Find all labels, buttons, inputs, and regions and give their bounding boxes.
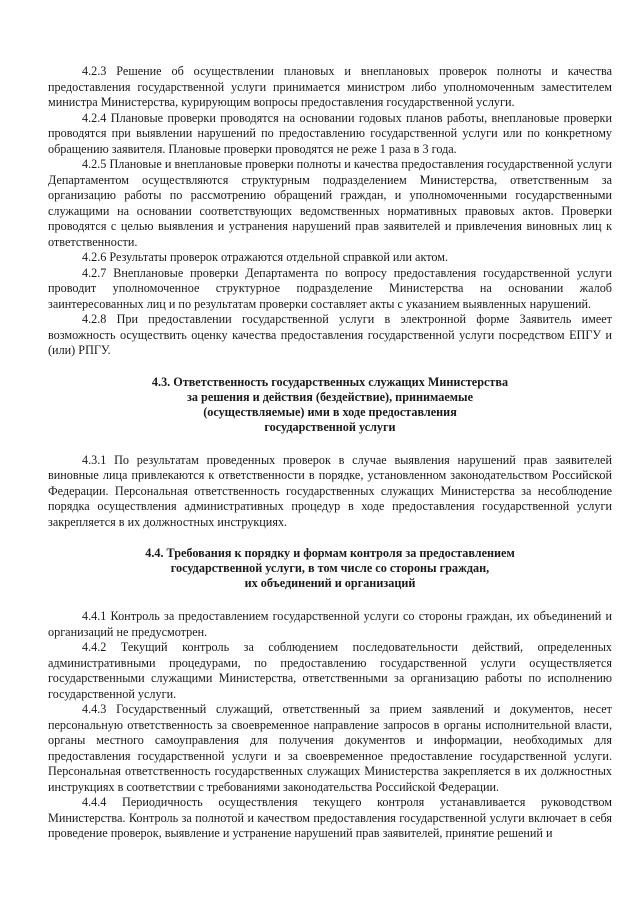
paragraph-4-2-8: 4.2.8 При предоставлении государственной услуги в электронной форме Заявитель имеет возможность осуществить оценку качества предоставления государственной услуги посредством ЕПГУ и (или) РПГУ. xyxy=(48,312,612,357)
heading-line: их объединений и организаций xyxy=(244,576,416,590)
paragraph-4-2-4: 4.2.4 Плановые проверки проводятся на основании годовых планов работы, внеплановые проверки проводятся при выявлении нарушений по предоставлению государственной услуги или по конкретному обращению заявителя. Плановые проверки проводятся не реже 1 раза в 3 года. xyxy=(48,110,612,156)
heading-line: государственной услуги, в том числе со стороны граждан, xyxy=(170,561,490,575)
paragraph-4-2-7: 4.2.7 Внеплановые проверки Департамента по вопросу предоставления государственной услуги проводит уполномоченное структурное подразделение Министерства на основании жалоб заинтересованных лиц и по результатам проверки составляет акты с указанием выявленных нарушений. xyxy=(48,265,612,311)
paragraph-4-2-3: 4.2.3 Решение об осуществлении плановых и внеплановых проверок полноты и качества предоставления государственной услуги принимается министром либо уполномоченным заместителем министра Министерства, курирующим вопросы предоставления государственной услуги. xyxy=(48,64,612,109)
paragraph-4-3-1: 4.3.1 По результатам проведенных проверок в случае выявления нарушений прав заявителей виновные лица привлекаются к ответственности в порядке, установленном законодательством Российской Федерации. Персональная ответственность государственных служащих Министерства за несоблюдение порядка осуществления административных процедур в ходе предоставления государственной услуги закрепляется в их должностных инструкциях. xyxy=(48,452,612,529)
paragraph-4-4-2: 4.4.2 Текущий контроль за соблюдением последовательности действий, определенных административными процедурами, по предоставлению государственной услуги осуществляется государственными служащими Министерства, ответственными за организацию работы по исполнению государственной услуги. xyxy=(48,640,612,701)
paragraph-4-4-3: 4.4.3 Государственный служащий, ответственный за прием заявлений и документов, несет персональную ответственность за своевременное направление запросов в органы исполнительной власти, органы местного самоуправления для получения документов и информации, необходимых для предоставления государственной услуги и за своевременное предоставление государственной услуги. Персональная ответственность государственных служащих Министерства закрепляется в их должностных инструкциях в соответствии с требованиями законодательства Российской Федерации. xyxy=(48,702,612,794)
heading-line: 4.4. Требования к порядку и формам контроля за предоставлением xyxy=(145,546,515,560)
heading-line: за решения и действия (бездействие), принимаемые xyxy=(187,389,473,404)
section-heading-4-3 xyxy=(48,375,612,435)
document-page xyxy=(48,64,612,842)
heading-line: (осуществляемые) ими в ходе предоставления xyxy=(203,404,457,419)
paragraph-4-4-1: 4.4.1 Контроль за предоставлением государственной услуги со стороны граждан, их объединений и организаций не предусмотрен. xyxy=(48,609,612,639)
heading-line: 4.3. Ответственность государственных служащих Министерства xyxy=(151,374,509,389)
paragraph-4-2-5: 4.2.5 Плановые и внеплановые проверки полноты и качества предоставления государственной услуги Департаментом осуществляются структурным подразделением Министерства, ответственным за организацию работы по рассмотрению обращений граждан, и уполномоченными государственными служащими на основании соответствующих ведомственных нормативных правовых актов. Проверки проводятся с целью выявления и устранения нарушений прав заявителей и привлечения виновных лиц к ответственности. xyxy=(48,157,612,249)
paragraph-4-4-4: 4.4.4 Периодичность осуществления текущего контроля устанавливается руководством Министерства. Контроль за полнотой и качеством предоставления государственной услуги включает в себя проведение проверок, выявление и устранение нарушений прав заявителей, принятие решений и xyxy=(48,795,612,840)
paragraph-4-2-6: 4.2.6 Результаты проверок отражаются отдельной справкой или актом. xyxy=(82,250,449,264)
section-heading-4-4 xyxy=(48,546,612,591)
heading-line: государственной услуги xyxy=(264,419,396,434)
